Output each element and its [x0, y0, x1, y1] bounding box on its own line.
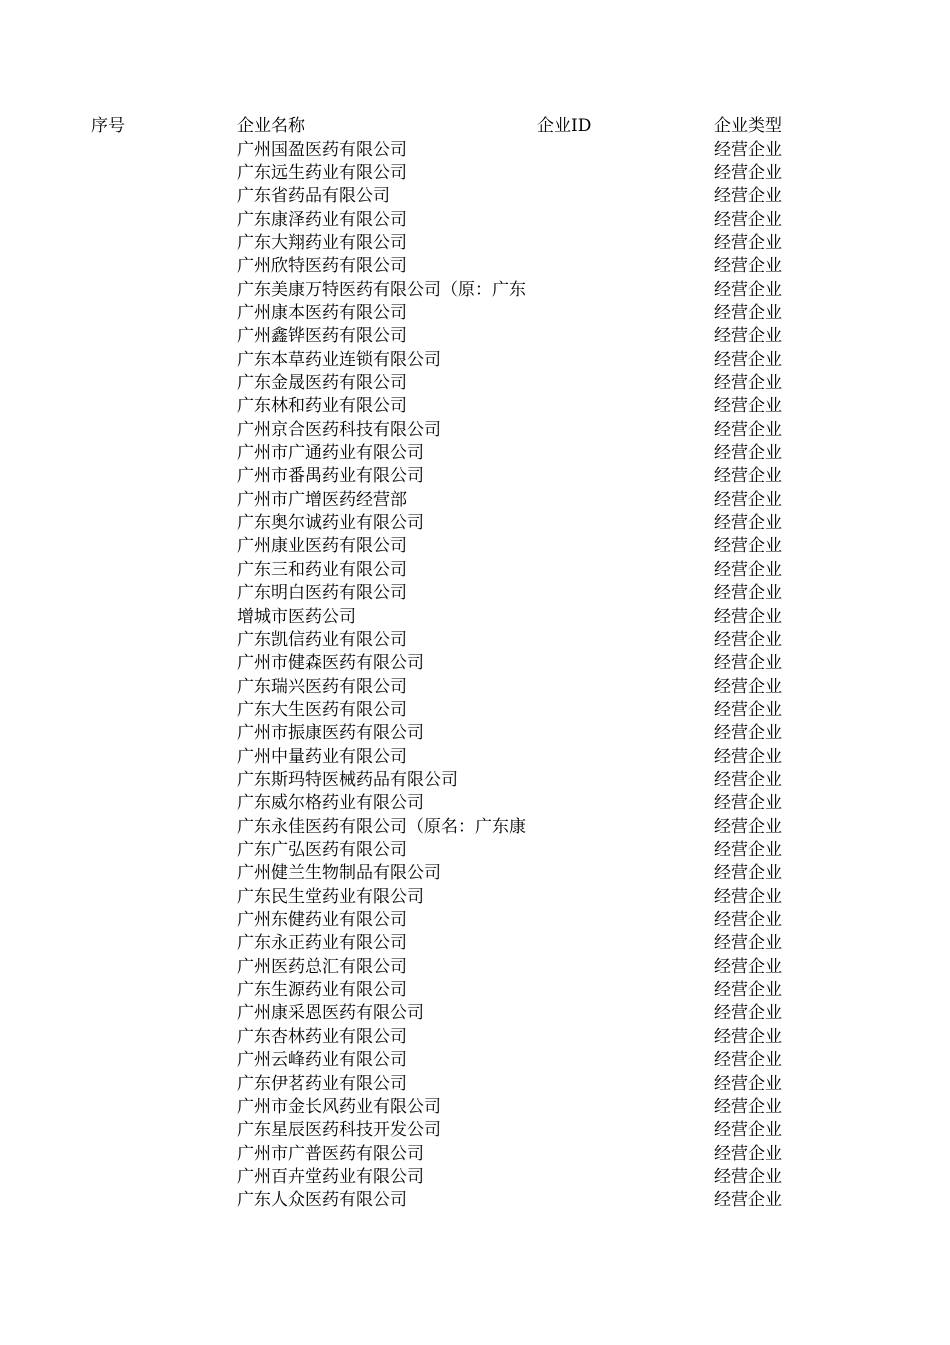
table-row — [0, 606, 950, 629]
table-row — [0, 1189, 950, 1212]
company-type-cell: 经营企业 — [714, 723, 782, 744]
company-name-cell: 广东永正药业有限公司 — [237, 933, 407, 954]
table-row — [0, 349, 950, 372]
table-row — [0, 909, 950, 932]
company-name-cell: 广州健兰生物制品有限公司 — [237, 863, 441, 884]
company-type-cell: 经营企业 — [714, 256, 782, 277]
company-type-cell: 经营企业 — [714, 1166, 782, 1187]
company-type-cell: 经营企业 — [714, 629, 782, 650]
company-name-cell: 广州中量药业有限公司 — [237, 746, 407, 767]
company-name-cell: 广东广弘医药有限公司 — [237, 840, 407, 860]
table-row — [0, 979, 950, 1002]
table-row — [0, 886, 950, 909]
header-seq: 序号 — [91, 116, 125, 136]
company-name-cell: 广州市广通药业有限公司 — [237, 443, 424, 464]
table-row — [0, 139, 950, 162]
company-type-cell: 经营企业 — [714, 302, 782, 323]
table-row — [0, 862, 950, 885]
table-row — [0, 932, 950, 955]
company-type-cell: 经营企业 — [714, 1003, 782, 1024]
company-type-cell: 经营企业 — [714, 326, 782, 347]
company-name-cell: 广州市番禺药业有限公司 — [237, 466, 424, 487]
company-type-cell: 经营企业 — [714, 840, 782, 860]
company-name-cell: 广东人众医药有限公司 — [237, 1190, 407, 1211]
company-name-cell: 广州市广增医药经营部 — [237, 489, 407, 510]
company-type-cell: 经营企业 — [714, 536, 782, 557]
company-type-cell: 经营企业 — [714, 653, 782, 674]
company-name-cell: 广州康采恩医药有限公司 — [237, 1003, 424, 1024]
table-row — [0, 582, 950, 605]
table-row — [0, 792, 950, 815]
company-name-cell: 广东康泽药业有限公司 — [237, 209, 407, 230]
table-row — [0, 629, 950, 652]
company-type-cell: 经营企业 — [714, 186, 782, 207]
header-company-type: 企业类型 — [714, 116, 782, 136]
company-name-cell: 广州康业医药有限公司 — [237, 536, 407, 557]
company-type-cell: 经营企业 — [714, 886, 782, 907]
company-name-cell: 广东大翔药业有限公司 — [237, 232, 407, 253]
company-name-cell: 广东金晟医药有限公司 — [237, 373, 407, 393]
company-type-cell: 经营企业 — [714, 1120, 782, 1141]
company-name-cell: 广东星辰医药科技开发公司 — [237, 1120, 441, 1141]
company-name-cell: 广东大生医药有限公司 — [237, 699, 407, 720]
company-name-cell: 广州康本医药有限公司 — [237, 302, 407, 323]
table-row — [0, 442, 950, 465]
table-row — [0, 325, 950, 348]
company-name-cell: 广东民生堂药业有限公司 — [237, 886, 424, 907]
company-name-cell: 广州欣特医药有限公司 — [237, 256, 407, 277]
table-row — [0, 699, 950, 722]
table-row — [0, 1096, 950, 1119]
company-name-cell: 广东省药品有限公司 — [237, 186, 390, 207]
company-type-cell: 经营企业 — [714, 513, 782, 534]
table-row — [0, 746, 950, 769]
table-row — [0, 489, 950, 512]
company-name-cell: 广东凯信药业有限公司 — [237, 629, 407, 650]
company-type-cell: 经营企业 — [714, 1143, 782, 1164]
company-type-cell: 经营企业 — [714, 980, 782, 1001]
table-row — [0, 535, 950, 558]
company-type-cell: 经营企业 — [714, 606, 782, 627]
company-type-cell: 经营企业 — [714, 396, 782, 417]
table-row — [0, 162, 950, 185]
table-row — [0, 395, 950, 418]
company-type-cell: 经营企业 — [714, 863, 782, 884]
company-name-cell: 广东三和药业有限公司 — [237, 559, 407, 580]
company-name-cell: 广州医药总汇有限公司 — [237, 956, 407, 977]
company-name-cell: 广州云峰药业有限公司 — [237, 1050, 407, 1071]
company-type-cell: 经营企业 — [714, 699, 782, 720]
company-type-cell: 经营企业 — [714, 746, 782, 767]
company-name-cell: 增城市医药公司 — [237, 606, 356, 627]
company-type-cell: 经营企业 — [714, 443, 782, 464]
company-name-cell: 广东斯玛特医械药品有限公司 — [237, 769, 458, 790]
company-type-cell: 经营企业 — [714, 933, 782, 954]
table-row — [0, 839, 950, 862]
company-name-cell: 广东明白医药有限公司 — [237, 583, 407, 604]
table-row — [0, 372, 950, 395]
company-type-cell: 经营企业 — [714, 956, 782, 977]
table-row — [0, 1119, 950, 1142]
company-name-cell: 广州京合医药科技有限公司 — [237, 419, 441, 440]
table-row — [0, 512, 950, 535]
company-type-cell: 经营企业 — [714, 419, 782, 440]
table-row — [0, 722, 950, 745]
company-name-cell: 广州市广普医药有限公司 — [237, 1143, 424, 1164]
table-row — [0, 209, 950, 232]
table-row — [0, 1166, 950, 1189]
company-name-cell: 广州国盈医药有限公司 — [237, 139, 407, 160]
company-name-cell: 广东瑞兴医药有限公司 — [237, 676, 407, 697]
table-row — [0, 1026, 950, 1049]
company-type-cell: 经营企业 — [714, 466, 782, 487]
company-type-cell: 经营企业 — [714, 232, 782, 253]
table-row — [0, 185, 950, 208]
table-row — [0, 652, 950, 675]
company-type-cell: 经营企业 — [714, 349, 782, 370]
table-row — [0, 559, 950, 582]
table-row — [0, 1049, 950, 1072]
table-row — [0, 302, 950, 325]
table-row — [0, 1143, 950, 1166]
table-row — [0, 465, 950, 488]
company-type-cell: 经营企业 — [714, 209, 782, 230]
company-name-cell: 广东美康万特医药有限公司（原：广东 — [237, 279, 526, 300]
company-type-cell: 经营企业 — [714, 769, 782, 790]
table-row — [0, 769, 950, 792]
company-type-cell: 经营企业 — [714, 583, 782, 604]
company-name-cell: 广州鑫铧医药有限公司 — [237, 326, 407, 347]
table-row — [0, 676, 950, 699]
table-row — [0, 1002, 950, 1025]
company-type-cell: 经营企业 — [714, 279, 782, 300]
header-company-id: 企业ID — [537, 116, 592, 136]
company-name-cell: 广州市健森医药有限公司 — [237, 653, 424, 674]
company-type-cell: 经营企业 — [714, 1096, 782, 1117]
company-type-cell: 经营企业 — [714, 816, 782, 837]
company-name-cell: 广东威尔格药业有限公司 — [237, 793, 424, 814]
table-row — [0, 232, 950, 255]
company-type-cell: 经营企业 — [714, 373, 782, 393]
table-row — [0, 419, 950, 442]
company-name-cell: 广州市振康医药有限公司 — [237, 723, 424, 744]
company-type-cell: 经营企业 — [714, 1026, 782, 1047]
company-name-cell: 广州市金长风药业有限公司 — [237, 1096, 441, 1117]
company-type-cell: 经营企业 — [714, 793, 782, 814]
table-row — [0, 816, 950, 839]
company-type-cell: 经营企业 — [714, 676, 782, 697]
company-type-cell: 经营企业 — [714, 1190, 782, 1211]
company-name-cell: 广东远生药业有限公司 — [237, 162, 407, 183]
company-name-cell: 广东杏林药业有限公司 — [237, 1026, 407, 1047]
table-row — [0, 1073, 950, 1096]
company-type-cell: 经营企业 — [714, 559, 782, 580]
company-type-cell: 经营企业 — [714, 162, 782, 183]
company-name-cell: 广东本草药业连锁有限公司 — [237, 349, 441, 370]
header-row — [0, 115, 950, 138]
table-row — [0, 279, 950, 302]
company-name-cell: 广东生源药业有限公司 — [237, 980, 407, 1001]
table-row — [0, 255, 950, 278]
company-name-cell: 广州百卉堂药业有限公司 — [237, 1166, 424, 1187]
company-type-cell: 经营企业 — [714, 489, 782, 510]
company-name-cell: 广东奥尔诚药业有限公司 — [237, 513, 424, 534]
company-name-cell: 广东林和药业有限公司 — [237, 396, 407, 417]
company-type-cell: 经营企业 — [714, 1073, 782, 1094]
company-type-cell: 经营企业 — [714, 139, 782, 160]
company-type-cell: 经营企业 — [714, 1050, 782, 1071]
company-type-cell: 经营企业 — [714, 910, 782, 931]
table-row — [0, 956, 950, 979]
company-name-cell: 广州东健药业有限公司 — [237, 910, 407, 931]
company-name-cell: 广东伊茗药业有限公司 — [237, 1073, 407, 1094]
header-company-name: 企业名称 — [237, 116, 305, 136]
company-name-cell: 广东永佳医药有限公司（原名：广东康 — [237, 816, 526, 837]
